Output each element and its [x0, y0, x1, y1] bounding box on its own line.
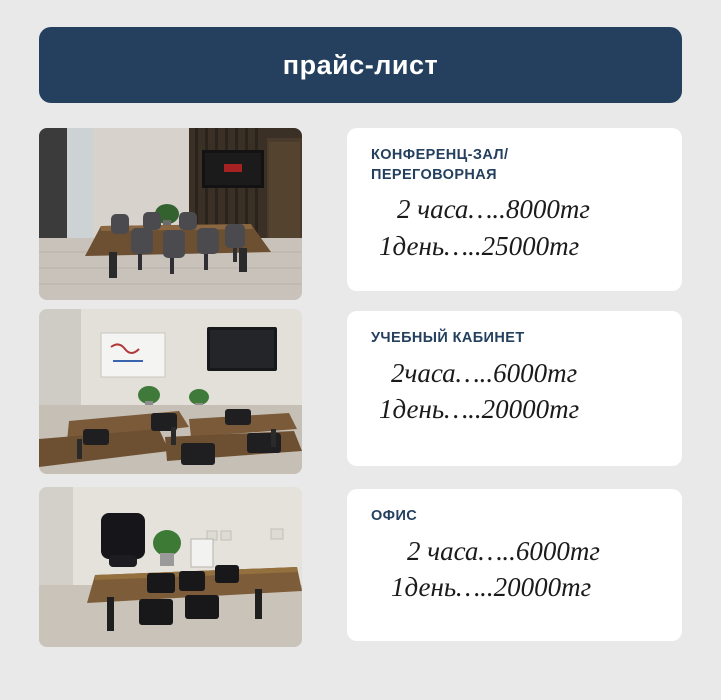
price-card-classroom — [347, 311, 682, 466]
price-card-title-line-2: ПЕРЕГОВОРНАЯ — [371, 166, 497, 183]
page-title: прайс-лист — [282, 49, 439, 80]
classroom-photo — [39, 309, 302, 474]
price-card-title: ОФИС — [371, 508, 418, 524]
header-banner — [39, 27, 682, 103]
price-line: 2 часа…..8000тг — [397, 194, 590, 225]
price-line: 1день…..20000тг — [391, 572, 592, 603]
office-illustration — [39, 487, 302, 647]
conference-room-illustration — [39, 128, 302, 300]
price-card-conference-room — [347, 128, 682, 291]
price-card-office — [347, 489, 682, 641]
price-card-title-line-1: КОНФЕРЕНЦ-ЗАЛ/ — [371, 147, 509, 163]
price-line: 2часа…..6000тг — [391, 357, 578, 388]
office-photo — [39, 487, 302, 647]
price-line: 1день…..25000тг — [379, 230, 580, 261]
price-card-title: УЧЕБНЫЙ КАБИНЕТ — [371, 330, 525, 346]
conference-room-photo — [39, 128, 302, 300]
price-card-title — [371, 146, 662, 185]
classroom-illustration — [39, 309, 302, 474]
price-line: 2 часа…..6000тг — [407, 535, 600, 566]
price-line: 1день…..20000тг — [379, 394, 580, 425]
